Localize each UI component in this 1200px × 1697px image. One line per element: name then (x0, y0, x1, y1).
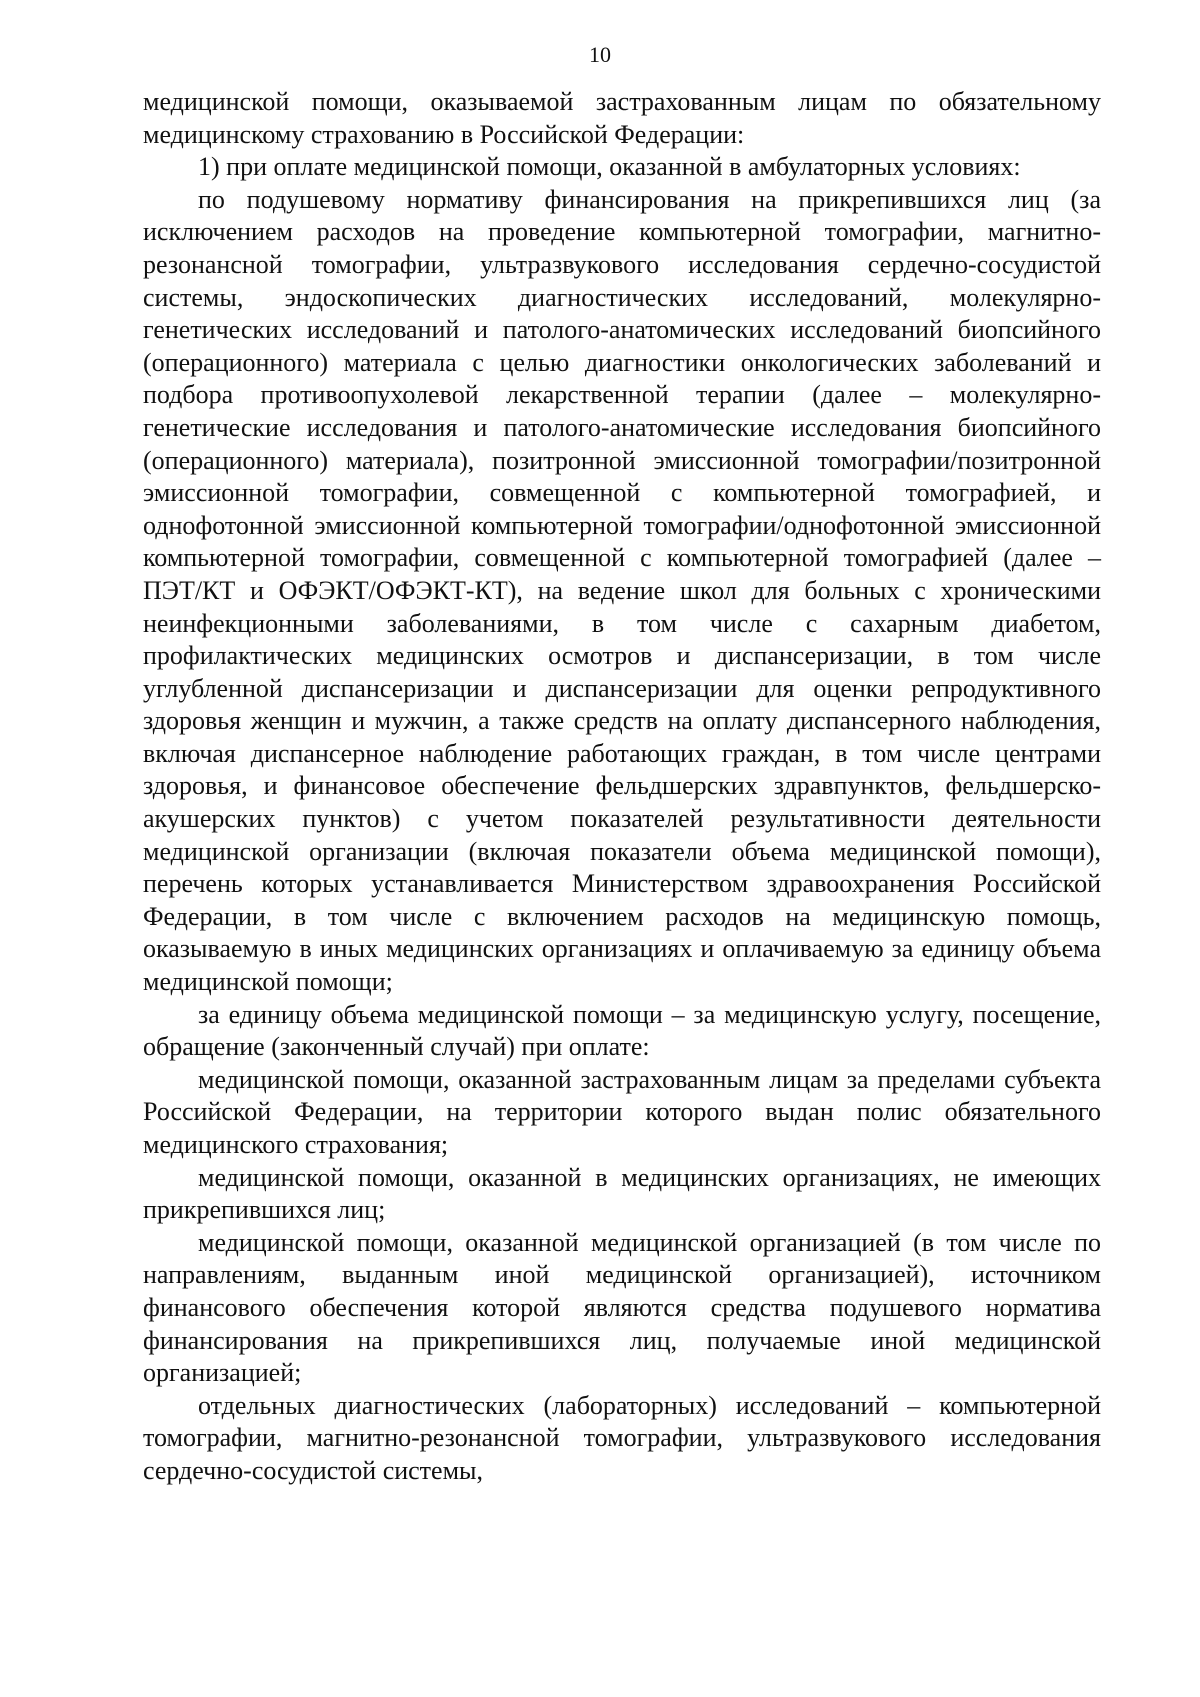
paragraph-diagnostics: отдельных диагностических (лабораторных) исследований – компьютерной томографии, магнитно-резонансной томографии, ультразвукового исследования сердечно-сосудистой системы, (143, 1390, 1101, 1485)
paragraph-capitation: по подушевому нормативу финансирования на прикрепившихся лиц (за исключением расходов на проведение компьютерной томографии, магнитно-резонансной томографии, ультразвукового исследования сердечно-сосудистой системы, эндоскопических диагностических исследований, молекулярно-генетических исследований и патолого-анатомических исследований биопсийного (операционного) материала с целью диагностики онкологических заболеваний и подбора противоопухолевой лекарственной терапии (далее – молекулярно-генетические исследования и патолого-анатомические исследования биопсийного (операционного) материала), позитронной эмиссионной томографии/позитронной эмиссионной томографии, совмещенной с компьютерной томографией, и однофотонной эмиссионной компьютерной томографии/однофотонной эмиссионной компьютерной томографии, совмещенной с компьютерной томографией (далее – ПЭТ/КТ и ОФЭКТ/ОФЭКТ-КТ), на ведение школ для больных с хроническими неинфекционными заболеваниями, в том числе с сахарным диабетом, профилактических медицинских осмотров и диспансеризации, в том числе углубленной диспансеризации и диспансеризации для оценки репродуктивного здоровья женщин и мужчин, а также средств на оплату диспансерного наблюдения, включая диспансерное наблюдение работающих граждан, в том числе центрами здоровья, и финансовое обеспечение фельдшерских здравпунктов, фельдшерско-акушерских пунктов) с учетом показателей результативности деятельности медицинской организации (включая показатели объема медицинской помощи), перечень которых устанавливается Министерством здравоохранения Российской Федерации, в том числе с включением расходов на медицинскую помощь, оказываемую в иных медицинских организациях и оплачиваемую за единицу объема медицинской помощи; (143, 184, 1101, 997)
paragraph-unit-of-volume: за единицу объема медицинской помощи – за медицинскую услугу, посещение, обращение (законченный случай) при оплате: (143, 999, 1101, 1062)
paragraph-outside-region: медицинской помощи, оказанной застрахованным лицам за пределами субъекта Российской Федерации, на территории которого выдан полис обязательного медицинского страхования; (143, 1064, 1101, 1159)
document-body (143, 86, 1101, 1488)
page-number: 10 (589, 42, 611, 67)
paragraph-continuation: медицинской помощи, оказываемой застрахованным лицам по обязательному медицинскому страхованию в Российской Федерации: (143, 87, 1101, 149)
paragraph-referrals: медицинской помощи, оказанной медицинской организацией (в том числе по направлениям, выданным иной медицинской организацией), источником финансового обеспечения которой являются средства подушевого норматива финансирования на прикрепившихся лиц, получаемые иной медицинской организацией; (143, 1227, 1101, 1388)
paragraph-item-1: 1) при оплате медицинской помощи, оказанной в амбулаторных условиях: (198, 152, 1021, 182)
paragraph-no-attached: медицинской помощи, оказанной в медицинских организациях, не имеющих прикрепившихся лиц; (143, 1162, 1101, 1225)
